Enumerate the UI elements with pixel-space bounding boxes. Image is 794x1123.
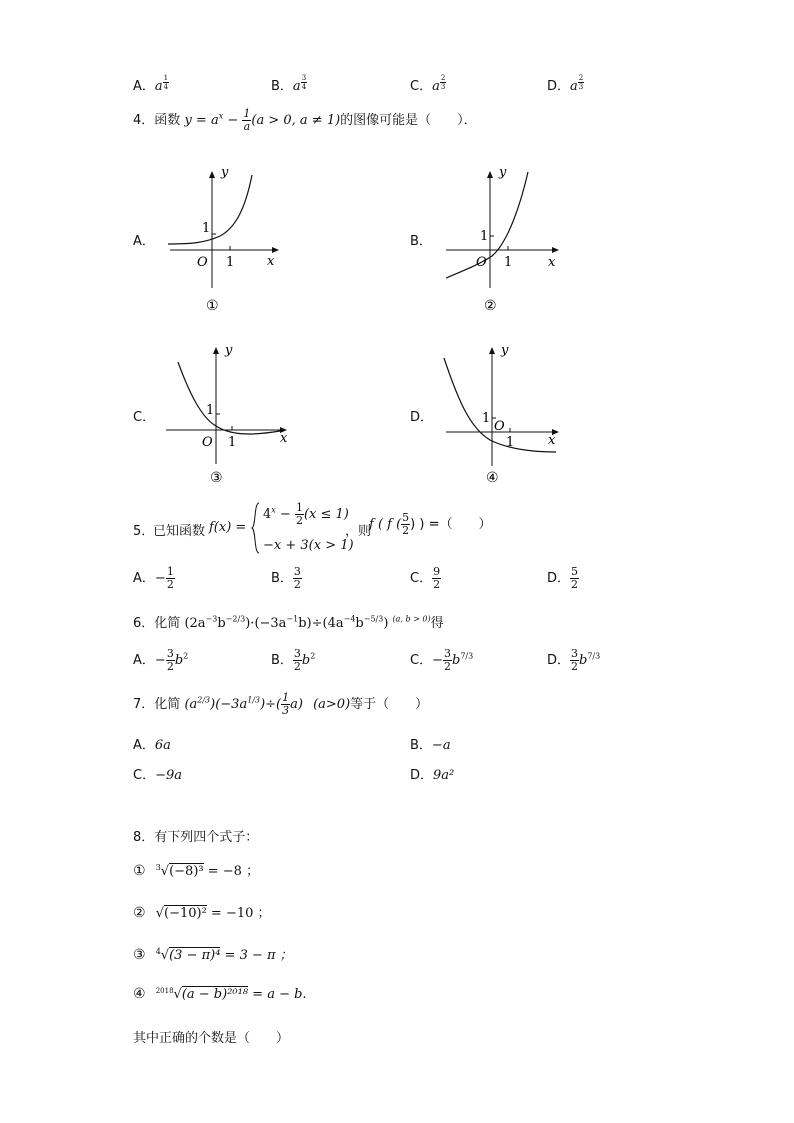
- q3-option-d[interactable]: [547, 74, 584, 94]
- q4-option-d-label[interactable]: D．: [410, 410, 434, 425]
- graph-3: [160, 340, 295, 490]
- marker-2: ②: [484, 298, 497, 314]
- option-exp: 2 3: [440, 74, 446, 91]
- q7-stem: [133, 692, 428, 717]
- label-o: O: [197, 255, 208, 270]
- question-prefix: 函数: [154, 113, 181, 128]
- rhs: = −8 ；: [203, 864, 260, 879]
- q6-option-a[interactable]: A．− $\frac{3}{2}$ $b^2$: [133, 647, 189, 673]
- then-text: ，则: [345, 524, 372, 539]
- label-o: O: [202, 435, 213, 450]
- label-o: O: [494, 419, 505, 434]
- ff-expr: f ( f ( $\frac{5}{2}$ ) ) =（ ）: [369, 511, 492, 537]
- question-number: 8．: [133, 830, 155, 845]
- option-label: C．: [410, 78, 433, 94]
- label-o: O: [476, 255, 487, 270]
- radicand: (−10)²: [164, 906, 207, 921]
- q3-options: [133, 70, 693, 100]
- func-minus: −: [223, 113, 243, 128]
- rhs: = a − b.: [248, 987, 307, 1002]
- label-y: y: [225, 343, 233, 358]
- question-suffix: 得: [430, 616, 444, 631]
- question-number: 5．: [133, 524, 155, 539]
- case-2: −x + 3(x > 1): [263, 538, 354, 553]
- func-cond: (a > 0, a ≠ 1): [251, 113, 341, 128]
- q4-option-b-label[interactable]: B．: [410, 234, 432, 249]
- radical-sign: √: [173, 987, 182, 1002]
- label-one-y: 1: [480, 229, 489, 244]
- marker-4: ④: [486, 470, 499, 486]
- option-exp: 3 4: [301, 74, 307, 91]
- curve: [446, 172, 528, 278]
- question-prefix: 化简: [154, 697, 181, 712]
- marker-3: ③: [210, 470, 223, 486]
- label-one-x: 1: [226, 255, 235, 270]
- radicand: (a − b)²⁰¹⁸: [181, 987, 249, 1002]
- graph-4: [440, 340, 575, 490]
- graph-2: [440, 160, 570, 320]
- q5-stem: [133, 500, 693, 556]
- question-prefix: 有下列四个式子：: [154, 830, 259, 845]
- label-y: y: [499, 165, 507, 180]
- q4-option-a-label[interactable]: A．: [133, 234, 155, 249]
- question-prefix: 已知函数: [153, 524, 206, 539]
- curve: [444, 358, 556, 452]
- item-marker: ①: [133, 863, 146, 879]
- option-base: a: [570, 78, 578, 94]
- question-number: 7．: [133, 697, 155, 712]
- radical-sign: √: [160, 864, 170, 879]
- q4-option-c-label[interactable]: C．: [133, 410, 156, 425]
- item-marker: ④: [133, 986, 146, 1002]
- case-1: $4^x$ − $\frac{1}{2}$ (x ≤ 1): [263, 501, 349, 527]
- option-base: a: [292, 78, 301, 94]
- q3-option-a[interactable]: [133, 74, 169, 94]
- option-label: A．: [133, 78, 155, 94]
- label-y: y: [221, 165, 229, 180]
- label-one-y: 1: [206, 403, 215, 418]
- radical-sign: √: [160, 948, 170, 963]
- q7-option-c[interactable]: C．−9a: [133, 768, 182, 783]
- question-suffix: 等于（ ）: [350, 697, 429, 712]
- func-exp: x: [218, 111, 224, 121]
- func-lhs: y = a: [184, 113, 219, 128]
- option-base: a: [432, 78, 440, 94]
- option-exp: 2 3: [578, 74, 584, 91]
- label-one-y: 1: [202, 221, 211, 236]
- q6-option-b[interactable]: B． $\frac{3}{2}$ $b^2$: [271, 647, 316, 673]
- q6-option-d[interactable]: D． $\frac{3}{2}$ $b^{7/3}$: [547, 647, 601, 673]
- question-number: 6．: [133, 616, 155, 631]
- q5-option-d[interactable]: D． $\frac{5}{2}$: [547, 565, 579, 591]
- graph-1: [160, 160, 290, 320]
- rhs: = −10 ；: [206, 906, 271, 921]
- radicand: (−8)³: [169, 864, 204, 879]
- option-label: B．: [271, 78, 293, 94]
- root-index: 3: [155, 862, 161, 872]
- q6-expr: $(2a^{-3}b^{-2/3})\cdot(-3a^{-1}b)\div(4a^{-4}b^{-5/3})$: [184, 614, 389, 631]
- radicand: (3 − π)⁴: [169, 948, 221, 963]
- q8-item-4: [133, 986, 307, 1002]
- q7-option-a[interactable]: A．6a: [133, 738, 171, 753]
- label-one-x: 1: [504, 255, 513, 270]
- label-one-x: 1: [506, 435, 515, 450]
- label-x: x: [280, 431, 288, 446]
- q8-item-1: [133, 860, 259, 879]
- item-marker: ③: [133, 947, 146, 963]
- option-base: a: [154, 78, 163, 94]
- label-x: x: [548, 433, 556, 448]
- q6-stem: [133, 612, 444, 631]
- fx-label: f(x) =: [209, 520, 247, 535]
- root-index: 2018: [155, 986, 174, 995]
- q6-cond: (a, b > 0): [392, 614, 431, 624]
- curve: [178, 362, 280, 434]
- q4-stem: [133, 108, 477, 133]
- q8-stem: [133, 826, 258, 845]
- label-x: x: [548, 255, 556, 270]
- q7-option-d[interactable]: D．9a²: [410, 768, 455, 783]
- q5-option-a[interactable]: A．− $\frac{1}{2}$: [133, 565, 174, 591]
- brace: [251, 502, 261, 554]
- item-marker: ②: [133, 905, 146, 921]
- label-y: y: [501, 343, 509, 358]
- q3-option-c[interactable]: [410, 74, 446, 94]
- label-x: x: [267, 254, 275, 269]
- question-suffix: 的图像可能是（ ）．: [340, 113, 477, 128]
- q5-option-b[interactable]: B． $\frac{3}{2}$: [271, 565, 301, 591]
- option-label: D．: [547, 78, 571, 94]
- q5-options: [133, 566, 693, 600]
- question-prefix: 化简: [154, 616, 181, 631]
- rhs: = 3 − π ；: [220, 948, 293, 963]
- q5-option-c[interactable]: C． $\frac{9}{2}$: [410, 565, 441, 591]
- q6-options: [133, 648, 693, 682]
- q8-item-3: [133, 944, 293, 963]
- q6-option-c[interactable]: C．− $\frac{3}{2}$ $b^{7/3}$: [410, 647, 474, 673]
- root-index: 4: [155, 946, 161, 956]
- q7-cond: (a>0): [313, 697, 351, 712]
- label-one-y: 1: [482, 411, 491, 426]
- option-exp: 1 4: [163, 74, 169, 91]
- q8-item-2: [133, 902, 271, 921]
- question-number: 4．: [133, 113, 155, 128]
- label-one-x: 1: [228, 435, 237, 450]
- radical-sign: √: [155, 906, 164, 921]
- marker-1: ①: [206, 298, 219, 314]
- q3-option-b[interactable]: [271, 74, 307, 94]
- q7-option-b[interactable]: B．−a: [410, 738, 451, 753]
- func-frac: $\frac{1}{a}$: [243, 107, 251, 133]
- q8-footer: 其中正确的个数是（ ）: [133, 1031, 290, 1046]
- q7-expr: $(a^{2/3})(-3a^{1/3})\div$( $\frac{1}{3}$ a): [184, 691, 303, 717]
